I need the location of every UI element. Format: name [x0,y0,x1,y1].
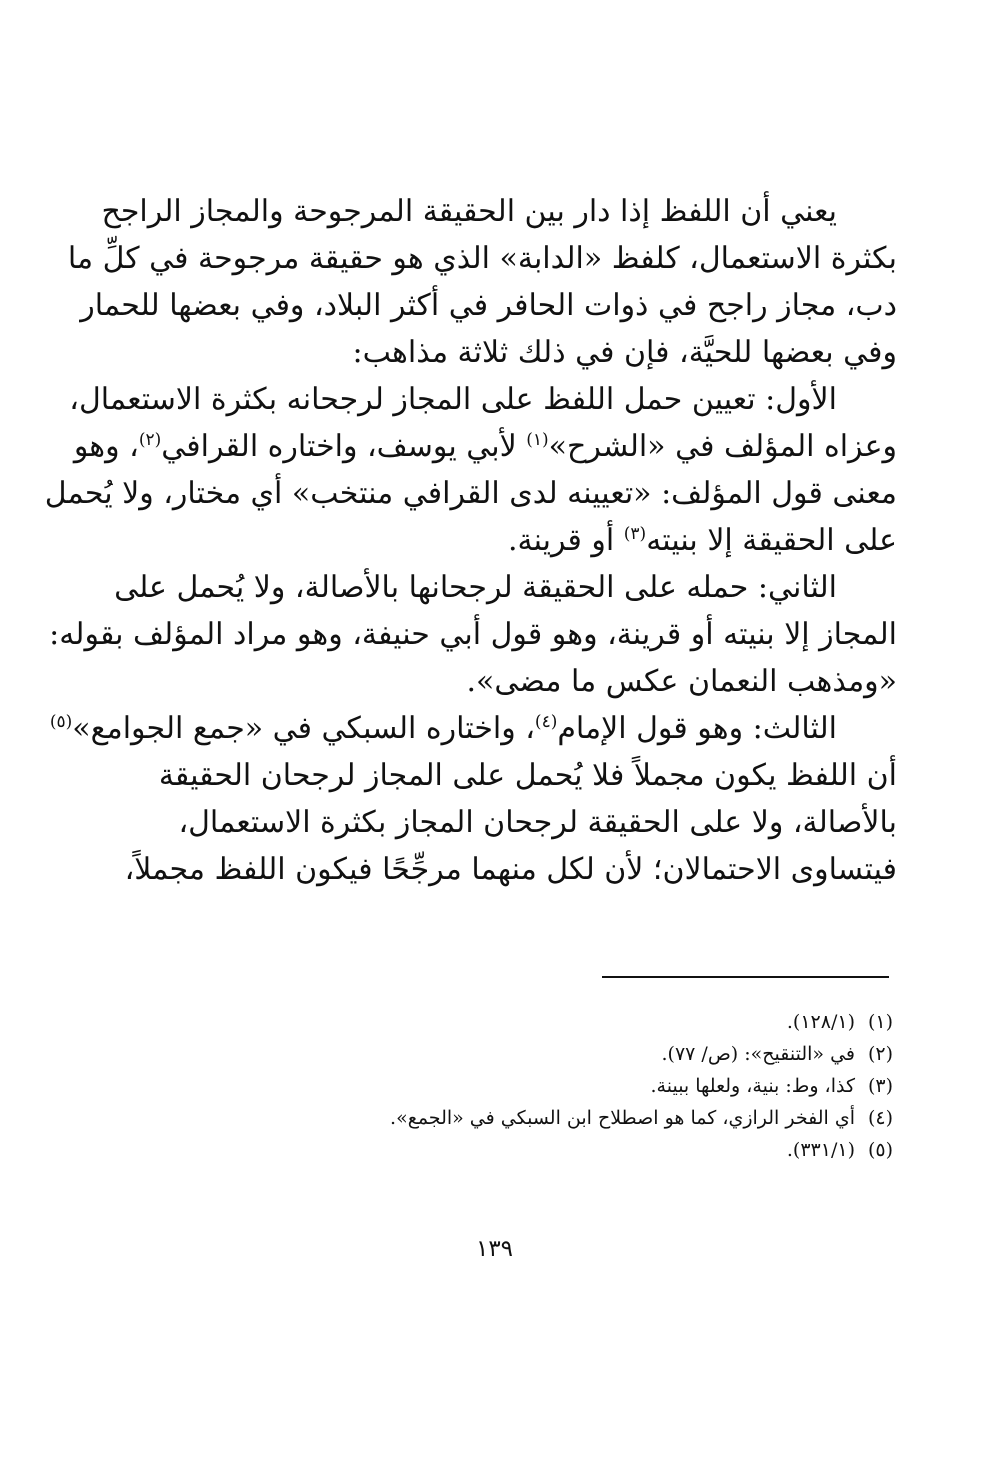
footnote-text: أي الفخر الرازي، كما هو اصطلاح ابن السبكي في «الجمع». [390,1107,855,1129]
text-segment: أو قرينة. [507,523,624,558]
text-line: أن اللفظ يكون مجملاً فلا يُحمل على المجاز لرجحان الحقيقة [158,758,897,793]
footnote-marker[interactable]: (٣) [623,524,647,544]
text-line: دب، مجاز راجح في ذوات الحافر في أكثر البلاد، وفي بعضها للحمار [80,288,897,323]
footnote-number: (١) [867,1011,893,1033]
footnote-item [93,1006,893,1038]
footnote-marker[interactable]: (٢) [138,430,162,450]
footnote-separator [602,976,889,978]
text-line [49,705,897,752]
footnote-marker[interactable]: (٤) [534,712,558,732]
text-line: وفي بعضها للحيَّة، فإن في ذلك ثلاثة مذاهب: [352,335,897,370]
text-line [97,517,897,564]
text-line: الثاني: حمله على الحقيقة لرجحانها بالأصالة، ولا يُحمل على [114,570,837,605]
footnote-item [93,1102,893,1134]
footnote-number: (٣) [867,1075,893,1097]
text-line: بكثرة الاستعمال، كلفظ «الدابة» الذي هو حقيقة مرجوحة في كلِّ ما [67,241,897,276]
footnote-item [93,1038,893,1070]
footnote-number: (٤) [867,1107,893,1129]
footnote-number: (٢) [867,1043,893,1065]
footnote-text: في «التنقيح»: (ص/ ٧٧). [661,1043,855,1065]
text-line: بالأصالة، ولا على الحقيقة لرجحان المجاز بكثرة الاستعمال، [178,805,897,840]
text-segment: الثالث: وهو قول الإمام [557,711,837,746]
footnote-marker[interactable]: (٥) [49,712,73,732]
text-line [73,423,897,470]
text-line: فيتساوى الاحتمالان؛ لأن لكل منهما مرجِّحًا فيكون اللفظ مجملاً، [124,852,897,887]
footnote-text: (٣٣١/١). [786,1139,855,1161]
main-text [44,188,897,893]
text-line: «ومذهب النعمان عكس ما مضى». [466,664,897,699]
footnotes [93,1006,893,1166]
text-segment: ، وهو [73,429,139,464]
footnote-text: (١٢٨/١). [786,1011,855,1033]
footnote-item [93,1134,893,1166]
footnote-text: كذا، وط: بنية، ولعلها ببينة. [650,1075,855,1097]
text-line: المجاز إلا بنيته أو قرينة، وهو قول أبي حنيفة، وهو مراد المؤلف بقوله: [49,617,897,652]
footnote-marker[interactable]: (١) [526,430,549,450]
text-line: معنى قول المؤلف: «تعيينه لدى القرافي منتخب» أي مختار، ولا يُحمل [44,476,897,511]
text-segment: على الحقيقة إلا بنيته [646,523,897,558]
text-segment: ، واختاره السبكي في «جمع الجوامع» [72,711,535,746]
page-number: ١٣٩ [475,1236,514,1262]
footnote-number: (٥) [867,1139,893,1161]
text-segment: لأبي يوسف، واختاره القرافي [161,429,527,464]
text-line: الأول: تعيين حمل اللفظ على المجاز لرجحانه بكثرة الاستعمال، [69,382,837,417]
text-line: يعني أن اللفظ إذا دار بين الحقيقة المرجوحة والمجاز الراجح [101,194,837,229]
footnote-item [93,1070,893,1102]
text-segment: وعزاه المؤلف في «الشرح» [548,429,897,464]
